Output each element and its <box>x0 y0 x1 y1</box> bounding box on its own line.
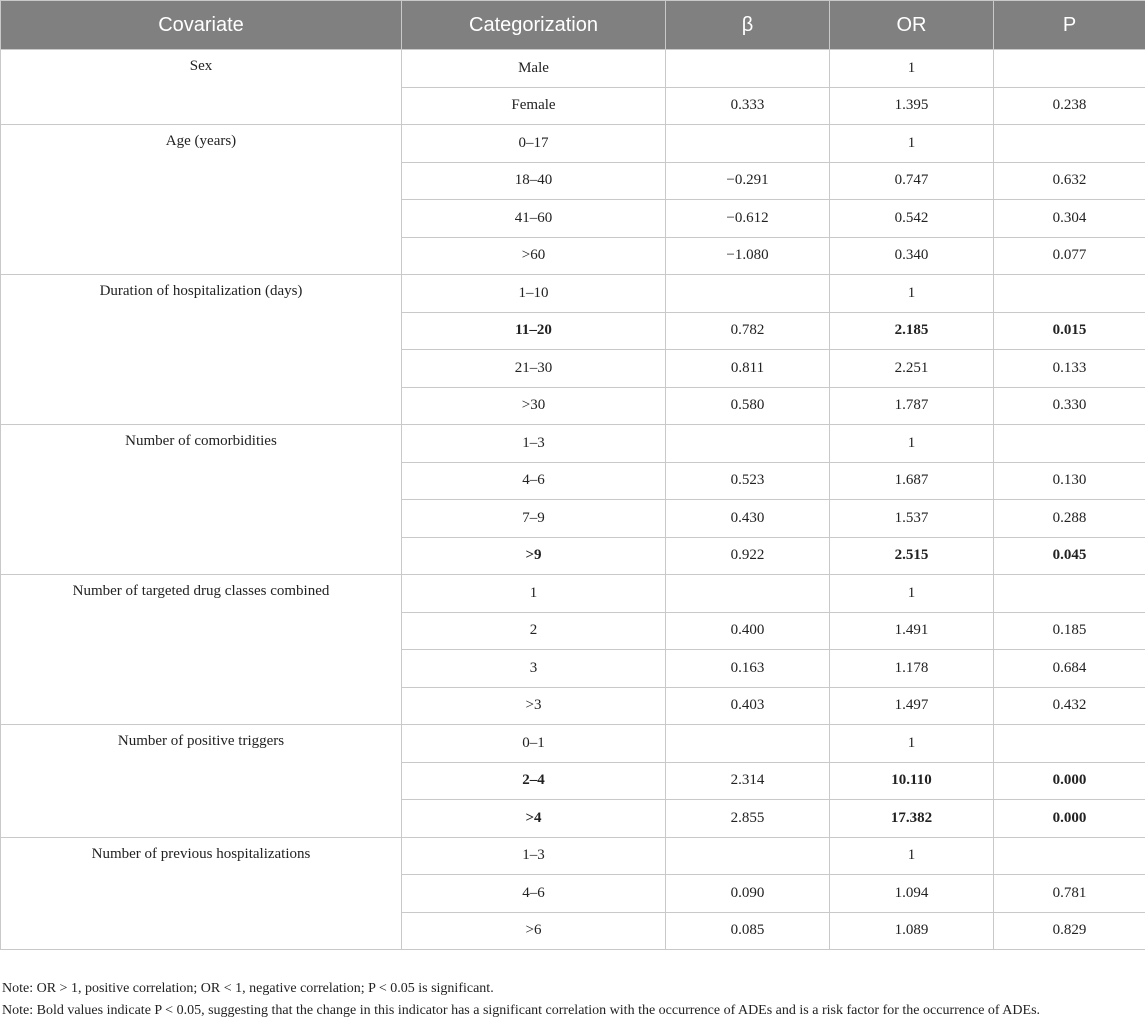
covariate-cell: Age (years) <box>1 125 402 275</box>
p-value-cell: 0.077 <box>994 237 1145 275</box>
or-cell: 1 <box>830 50 994 88</box>
beta-cell: 0.403 <box>666 687 830 725</box>
categorization-cell: 4–6 <box>402 875 666 913</box>
or-cell: 1.497 <box>830 687 994 725</box>
beta-cell: −1.080 <box>666 237 830 275</box>
p-value-cell: 0.185 <box>994 612 1145 650</box>
beta-cell: 2.314 <box>666 762 830 800</box>
p-value-cell: 0.000 <box>994 800 1145 838</box>
header-covariate: Covariate <box>1 1 402 50</box>
beta-cell: 0.580 <box>666 387 830 425</box>
p-value-cell <box>994 50 1145 88</box>
beta-cell <box>666 837 830 875</box>
covariate-cell: Duration of hospitalization (days) <box>1 275 402 425</box>
categorization-cell: >60 <box>402 237 666 275</box>
covariate-cell: Number of comorbidities <box>1 425 402 575</box>
beta-cell: 0.400 <box>666 612 830 650</box>
beta-cell: 0.782 <box>666 312 830 350</box>
or-cell: 0.747 <box>830 162 994 200</box>
p-value-cell: 0.829 <box>994 912 1145 950</box>
categorization-cell: 21–30 <box>402 350 666 388</box>
or-cell: 1.089 <box>830 912 994 950</box>
or-cell: 1.687 <box>830 462 994 500</box>
table-row <box>1 50 1145 88</box>
beta-cell: 2.855 <box>666 800 830 838</box>
categorization-cell: 3 <box>402 650 666 688</box>
p-value-cell <box>994 275 1145 313</box>
beta-cell: 0.922 <box>666 537 830 575</box>
or-cell: 10.110 <box>830 762 994 800</box>
or-cell: 1 <box>830 125 994 163</box>
beta-cell: 0.163 <box>666 650 830 688</box>
beta-cell <box>666 425 830 463</box>
p-value-cell: 0.781 <box>994 875 1145 913</box>
p-value-cell: 0.133 <box>994 350 1145 388</box>
categorization-cell: Male <box>402 50 666 88</box>
p-value-cell: 0.330 <box>994 387 1145 425</box>
beta-cell: −0.291 <box>666 162 830 200</box>
categorization-cell: >9 <box>402 537 666 575</box>
table-row <box>1 725 1145 763</box>
or-cell: 1 <box>830 275 994 313</box>
beta-cell: 0.090 <box>666 875 830 913</box>
p-value-cell: 0.304 <box>994 200 1145 238</box>
categorization-cell: 2–4 <box>402 762 666 800</box>
note-line: Note: Bold values indicate P < 0.05, suggesting that the change in this indicator has a significant correlation with the occurrence of ADEs and is a risk factor for the occurrence of ADEs. <box>2 1000 1142 1022</box>
table-notes <box>2 978 1142 1022</box>
table-body <box>1 50 1145 950</box>
p-value-cell: 0.238 <box>994 87 1145 125</box>
or-cell: 2.185 <box>830 312 994 350</box>
header-or: OR <box>830 1 994 50</box>
table-row <box>1 275 1145 313</box>
or-cell: 1.094 <box>830 875 994 913</box>
categorization-cell: >4 <box>402 800 666 838</box>
categorization-cell: 0–1 <box>402 725 666 763</box>
categorization-cell: 1–10 <box>402 275 666 313</box>
covariate-cell: Number of previous hospitalizations <box>1 837 402 950</box>
or-cell: 1 <box>830 575 994 613</box>
table-row <box>1 125 1145 163</box>
beta-cell: 0.333 <box>666 87 830 125</box>
categorization-cell: >3 <box>402 687 666 725</box>
or-cell: 1 <box>830 725 994 763</box>
beta-cell: −0.612 <box>666 200 830 238</box>
categorization-cell: 7–9 <box>402 500 666 538</box>
header-p: P <box>994 1 1145 50</box>
beta-cell <box>666 275 830 313</box>
beta-cell <box>666 575 830 613</box>
categorization-cell: 1–3 <box>402 425 666 463</box>
beta-cell <box>666 725 830 763</box>
p-value-cell: 0.000 <box>994 762 1145 800</box>
p-value-cell: 0.015 <box>994 312 1145 350</box>
p-value-cell: 0.432 <box>994 687 1145 725</box>
categorization-cell: >30 <box>402 387 666 425</box>
covariate-cell: Sex <box>1 50 402 125</box>
or-cell: 1.178 <box>830 650 994 688</box>
or-cell: 2.515 <box>830 537 994 575</box>
note-line: Note: OR > 1, positive correlation; OR < 1, negative correlation; P < 0.05 is significant. <box>2 978 1142 1000</box>
beta-cell: 0.430 <box>666 500 830 538</box>
beta-cell: 0.085 <box>666 912 830 950</box>
or-cell: 1.787 <box>830 387 994 425</box>
or-cell: 0.340 <box>830 237 994 275</box>
or-cell: 1.491 <box>830 612 994 650</box>
p-value-cell: 0.045 <box>994 537 1145 575</box>
beta-cell: 0.811 <box>666 350 830 388</box>
categorization-cell: 4–6 <box>402 462 666 500</box>
categorization-cell: Female <box>402 87 666 125</box>
p-value-cell <box>994 725 1145 763</box>
p-value-cell <box>994 125 1145 163</box>
categorization-cell: 1–3 <box>402 837 666 875</box>
table-row <box>1 425 1145 463</box>
p-value-cell: 0.288 <box>994 500 1145 538</box>
or-cell: 1 <box>830 837 994 875</box>
header-beta: β <box>666 1 830 50</box>
p-value-cell <box>994 575 1145 613</box>
p-value-cell <box>994 837 1145 875</box>
or-cell: 1 <box>830 425 994 463</box>
p-value-cell: 0.632 <box>994 162 1145 200</box>
categorization-cell: 2 <box>402 612 666 650</box>
or-cell: 1.395 <box>830 87 994 125</box>
categorization-cell: 0–17 <box>402 125 666 163</box>
categorization-cell: 11–20 <box>402 312 666 350</box>
p-value-cell: 0.130 <box>994 462 1145 500</box>
p-value-cell: 0.684 <box>994 650 1145 688</box>
p-value-cell <box>994 425 1145 463</box>
table-row <box>1 575 1145 613</box>
covariate-cell: Number of positive triggers <box>1 725 402 838</box>
header-categorization: Categorization <box>402 1 666 50</box>
or-cell: 2.251 <box>830 350 994 388</box>
covariate-cell: Number of targeted drug classes combined <box>1 575 402 725</box>
categorization-cell: 41–60 <box>402 200 666 238</box>
categorization-cell: >6 <box>402 912 666 950</box>
or-cell: 1.537 <box>830 500 994 538</box>
categorization-cell: 18–40 <box>402 162 666 200</box>
or-cell: 17.382 <box>830 800 994 838</box>
beta-cell <box>666 125 830 163</box>
categorization-cell: 1 <box>402 575 666 613</box>
beta-cell <box>666 50 830 88</box>
or-cell: 0.542 <box>830 200 994 238</box>
table-row <box>1 837 1145 875</box>
header-row <box>1 1 1145 50</box>
beta-cell: 0.523 <box>666 462 830 500</box>
